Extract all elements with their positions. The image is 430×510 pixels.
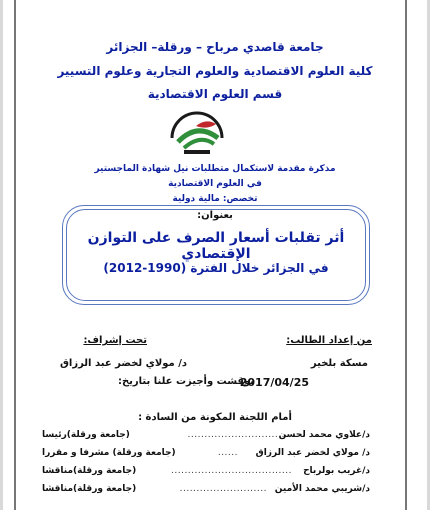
dotted-leader: .................................... [171, 466, 292, 476]
committee-member-name: د/علاوي محمد لحسن [278, 430, 370, 440]
supervisor-label: تحت إشراف: [83, 335, 147, 346]
dotted-leader: ............................. [187, 430, 285, 440]
department-name: قسم العلوم الاقتصادية [147, 87, 283, 101]
thesis-subtitle: في الجزائر خلال الفترة (1990-2012) [103, 261, 329, 275]
university-crest-icon [166, 108, 228, 158]
committee-heading: أمام اللجنة المكونة من السادة : [138, 412, 292, 423]
supervisor-name: د/ مولاي لخضر عبد الرزاق [59, 358, 187, 369]
defense-date: 2017/04/25 [239, 376, 309, 389]
dotted-leader: ...... [217, 448, 238, 458]
committee-member-name: د/ مولاي لخضر عبد الرزاق [255, 448, 370, 458]
committee-member-name: د/شريبي محمد الأمين [274, 484, 370, 494]
committee-member-role: (جامعة ورقلة)رئيسا [42, 430, 130, 440]
university-name: جامعة قاصدي مرباح – ورقلة– الجزائر [106, 40, 324, 54]
student-name: مسكة بلخير [310, 358, 368, 369]
student-label: من إعداد الطالب: [286, 335, 372, 346]
committee-member-role: (جامعة ورقلة)مناقشا [42, 484, 137, 494]
committee-member-role: (جامعة ورقلة) مشرفا و مقررا [42, 448, 176, 458]
memo-purpose: مذكرة مقدمة لاستكمال متطلبات نيل شهادة الماجستير [94, 164, 336, 174]
committee-member-name: د/غريب بولرباح [303, 466, 370, 476]
memo-field: في العلوم الاقتصادية [168, 179, 262, 189]
thesis-title: أثر تقلبات أسعار الصرف على التوازن الإقتصادي [87, 230, 345, 262]
faculty-name: كلية العلوم الاقتصادية والعلوم التجارية وعلوم التسيير [57, 64, 373, 78]
defense-text: نوقشت وأجيزت علنا بتاريخ: [117, 376, 254, 387]
memo-specialty: تخصص: مالية دولية [172, 194, 258, 204]
committee-member-role: (جامعة ورقلة)مناقشا [42, 466, 137, 476]
title-label: بعنوان: [197, 210, 233, 221]
thesis-title-box [62, 205, 370, 305]
dotted-leader: .......................... [179, 484, 267, 494]
